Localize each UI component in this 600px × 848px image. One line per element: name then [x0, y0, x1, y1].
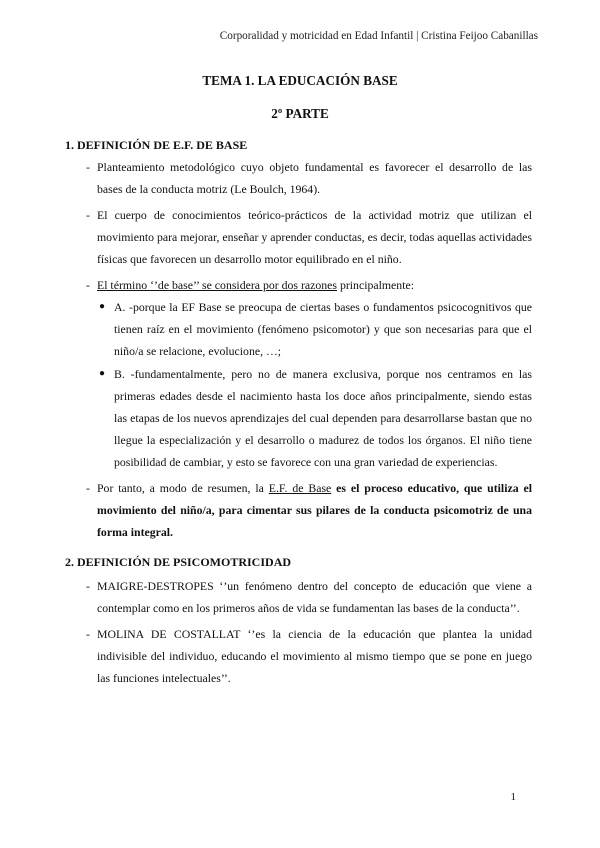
list-item-text: MOLINA DE COSTALLAT ‘’es la ciencia de la educación que plantea la unidad indivisible del individuo, educando el movimiento al mismo tiempo que se pone en juego las funciones intelectuales’’.: [97, 627, 532, 685]
section-1-heading: 1. DEFINICIÓN DE E.F. DE BASE: [65, 138, 248, 152]
sublist-item: [0, 363, 600, 473]
running-header: Corporalidad y motricidad en Edad Infantil | Cristina Feijoo Cabanillas: [219, 30, 538, 42]
sublist-wrapper: [0, 296, 600, 473]
list-item: [0, 204, 600, 270]
list-item-text: Planteamiento metodológico cuyo objeto fundamental es favorecer el desarrollo de las bases de la conducta motriz (Le Boulch, 1964).: [97, 160, 532, 196]
section-2-list: [0, 575, 600, 693]
document-subtitle: 2º PARTE: [271, 106, 329, 121]
dash-icon: -: [86, 481, 90, 495]
section-2-heading: 2. DEFINICIÓN DE PSICOMOTRICIDAD: [65, 555, 292, 569]
list-item: [0, 156, 600, 200]
section-1-list: [0, 156, 600, 547]
list-item: [0, 623, 600, 689]
dash-icon: -: [86, 208, 90, 222]
sublist-item: [0, 296, 600, 362]
dash-icon: -: [86, 278, 90, 292]
dash-icon: -: [86, 579, 90, 593]
document-title: TEMA 1. LA EDUCACIÓN BASE: [202, 73, 398, 88]
list-item-text: Por tanto, a modo de resumen, la: [97, 481, 269, 495]
sublist-item-text: B. -fundamentalmente, pero no de manera exclusiva, porque nos centramos en las primeras edades desde el nacimiento hasta los doce años principalmente, siendo estas las etapas de los nuevos aprendizajes del cual dependen para desarrollarse bastan que no llegue la especialización y el desarrollo o madurez de todos los órganos. El niño tiene posibilidad de cambiar, y esto se favorece con una gran variedad de experiencias.: [114, 367, 532, 469]
dash-icon: -: [86, 627, 90, 641]
page-number: 1: [510, 791, 516, 803]
sublist-item-text: A. -porque la EF Base se preocupa de ciertas bases o fundamentos psicocognitivos que tienen raíz en el movimiento (fenómeno psicomotor) y que son necesarias para que el niño/a se relacione, evolucione, …;: [114, 300, 532, 358]
dash-icon: -: [86, 160, 90, 174]
list-item-text: principalmente:: [337, 278, 414, 292]
list-item: [0, 477, 600, 543]
bullet-icon: ●: [99, 301, 106, 312]
list-item-text: MAIGRE-DESTROPES ‘’un fenómeno dentro del concepto de educación que viene a contemplar como en los primeros años de vida se fundamentan las bases de la conducta’’.: [97, 579, 532, 615]
list-item-text: El cuerpo de conocimientos teórico-prácticos de la actividad motriz que utilizan el movimiento para mejorar, enseñar y aprender conductas, es decir, todas aquellas actividades físicas que favorecen un desarrollo motor equilibrado en el niño.: [97, 208, 532, 266]
sublist: [0, 296, 600, 473]
list-item: [0, 274, 600, 473]
bullet-icon: ●: [99, 368, 106, 379]
list-item-bold-text: es el proceso educativo, que utiliza el movimiento del niño/a, para cimentar sus pilares de la conducta psicomotriz de una forma integral.: [97, 481, 532, 539]
list-item-underlined-text: E.F. de Base: [268, 481, 332, 495]
list-item: [0, 575, 600, 619]
list-item-underlined-text: El término ‘’de base’’ se considera por dos razones: [97, 278, 337, 292]
